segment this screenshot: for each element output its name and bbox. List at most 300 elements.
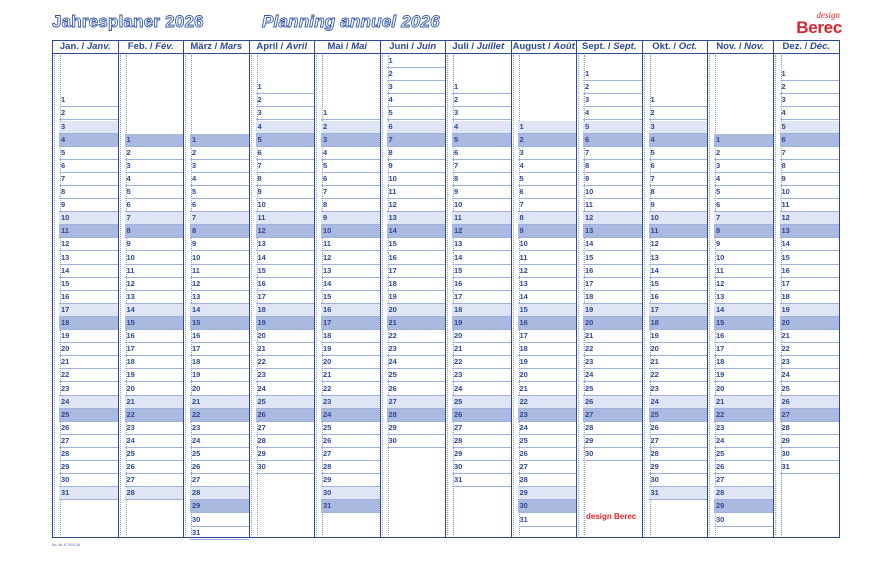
day-cell[interactable] [190,134,249,147]
day-cell[interactable] [59,474,118,487]
day-cell[interactable] [387,199,446,212]
day-cell[interactable] [452,225,511,238]
day-cell[interactable] [452,147,511,160]
day-cell[interactable] [387,343,446,356]
day-cell[interactable] [59,343,118,356]
day-cell[interactable] [256,134,315,147]
day-cell[interactable] [649,474,708,487]
day-cell[interactable] [714,225,773,238]
day-cell[interactable] [583,121,642,134]
day-cell[interactable] [649,252,708,265]
day-cell[interactable] [649,147,708,160]
day-cell[interactable] [780,343,840,356]
day-cell[interactable] [649,330,708,343]
day-cell[interactable] [59,173,118,186]
day-cell[interactable] [256,238,315,251]
day-cell[interactable] [387,68,446,81]
day-cell[interactable] [59,396,118,409]
day-cell[interactable] [59,212,118,225]
day-cell[interactable] [780,330,840,343]
day-cell[interactable] [714,199,773,212]
day-cell[interactable] [387,383,446,396]
day-cell[interactable] [125,265,184,278]
day-cell[interactable] [518,291,577,304]
day-cell[interactable] [583,147,642,160]
day-cell[interactable] [583,291,642,304]
day-cell[interactable] [321,317,380,330]
day-cell[interactable] [387,252,446,265]
day-cell[interactable] [190,396,249,409]
day-cell[interactable] [125,147,184,160]
day-cell[interactable] [780,356,840,369]
day-cell[interactable] [125,474,184,487]
day-cell[interactable] [321,173,380,186]
day-cell[interactable] [59,278,118,291]
day-cell[interactable] [190,212,249,225]
day-cell[interactable] [780,68,840,81]
day-cell[interactable] [714,474,773,487]
day-cell[interactable] [387,173,446,186]
day-cell[interactable] [256,422,315,435]
day-cell[interactable] [321,383,380,396]
day-cell[interactable] [59,435,118,448]
day-cell[interactable] [125,369,184,382]
day-cell[interactable] [452,252,511,265]
day-cell[interactable] [714,160,773,173]
day-cell[interactable] [714,435,773,448]
day-cell[interactable] [780,134,840,147]
day-cell[interactable] [256,173,315,186]
day-cell[interactable] [125,461,184,474]
day-cell[interactable] [714,265,773,278]
day-cell[interactable] [714,383,773,396]
day-cell[interactable] [387,238,446,251]
day-cell[interactable] [190,356,249,369]
day-cell[interactable] [387,147,446,160]
day-cell[interactable] [59,448,118,461]
day-cell[interactable] [780,186,840,199]
day-cell[interactable] [780,422,840,435]
day-cell[interactable] [59,107,118,120]
day-cell[interactable] [256,435,315,448]
day-cell[interactable] [452,474,511,487]
day-cell[interactable] [714,173,773,186]
day-cell[interactable] [321,409,380,422]
day-cell[interactable] [714,356,773,369]
day-cell[interactable] [780,265,840,278]
day-cell[interactable] [387,396,446,409]
day-cell[interactable] [583,304,642,317]
day-cell[interactable] [780,225,840,238]
day-cell[interactable] [583,448,642,461]
day-cell[interactable] [649,121,708,134]
day-cell[interactable] [780,383,840,396]
day-cell[interactable] [452,94,511,107]
day-cell[interactable] [59,317,118,330]
day-cell[interactable] [583,160,642,173]
day-cell[interactable] [59,186,118,199]
day-cell[interactable] [256,369,315,382]
day-cell[interactable] [59,225,118,238]
day-cell[interactable] [190,461,249,474]
day-cell[interactable] [321,147,380,160]
day-cell[interactable] [518,199,577,212]
day-cell[interactable] [518,238,577,251]
day-cell[interactable] [714,514,773,527]
day-cell[interactable] [387,304,446,317]
day-cell[interactable] [387,160,446,173]
day-cell[interactable] [518,121,577,134]
day-cell[interactable] [714,500,773,513]
day-cell[interactable] [649,107,708,120]
day-cell[interactable] [714,461,773,474]
day-cell[interactable] [387,94,446,107]
day-cell[interactable] [649,199,708,212]
day-cell[interactable] [256,461,315,474]
day-cell[interactable] [649,383,708,396]
day-cell[interactable] [387,278,446,291]
day-cell[interactable] [59,304,118,317]
day-cell[interactable] [387,212,446,225]
day-cell[interactable] [190,500,249,513]
day-cell[interactable] [59,409,118,422]
day-cell[interactable] [518,422,577,435]
day-cell[interactable] [321,121,380,134]
day-cell[interactable] [714,343,773,356]
day-cell[interactable] [518,186,577,199]
day-cell[interactable] [190,474,249,487]
day-cell[interactable] [387,107,446,120]
day-cell[interactable] [518,435,577,448]
day-cell[interactable] [583,173,642,186]
day-cell[interactable] [714,330,773,343]
day-cell[interactable] [125,134,184,147]
day-cell[interactable] [518,330,577,343]
day-cell[interactable] [649,134,708,147]
day-cell[interactable] [714,369,773,382]
day-cell[interactable] [714,317,773,330]
day-cell[interactable] [452,435,511,448]
day-cell[interactable] [125,291,184,304]
day-cell[interactable] [321,278,380,291]
day-cell[interactable] [583,81,642,94]
day-cell[interactable] [387,317,446,330]
day-cell[interactable] [321,448,380,461]
day-cell[interactable] [125,238,184,251]
day-cell[interactable] [59,487,118,500]
day-cell[interactable] [387,330,446,343]
day-cell[interactable] [256,225,315,238]
day-cell[interactable] [649,487,708,500]
day-cell[interactable] [649,278,708,291]
day-cell[interactable] [780,173,840,186]
day-cell[interactable] [452,396,511,409]
day-cell[interactable] [518,225,577,238]
day-cell[interactable] [452,238,511,251]
day-cell[interactable] [256,396,315,409]
day-cell[interactable] [387,409,446,422]
day-cell[interactable] [583,225,642,238]
day-cell[interactable] [125,225,184,238]
day-cell[interactable] [321,134,380,147]
day-cell[interactable] [125,330,184,343]
day-cell[interactable] [190,422,249,435]
day-cell[interactable] [321,199,380,212]
day-cell[interactable] [321,225,380,238]
day-cell[interactable] [649,160,708,173]
day-cell[interactable] [256,356,315,369]
day-cell[interactable] [518,474,577,487]
day-cell[interactable] [583,383,642,396]
day-cell[interactable] [321,107,380,120]
day-cell[interactable] [321,343,380,356]
day-cell[interactable] [387,369,446,382]
day-cell[interactable] [583,199,642,212]
day-cell[interactable] [59,199,118,212]
day-cell[interactable] [190,252,249,265]
day-cell[interactable] [714,487,773,500]
day-cell[interactable] [190,147,249,160]
day-cell[interactable] [714,147,773,160]
day-cell[interactable] [321,186,380,199]
day-cell[interactable] [321,422,380,435]
day-cell[interactable] [59,330,118,343]
day-cell[interactable] [649,265,708,278]
day-cell[interactable] [321,304,380,317]
day-cell[interactable] [125,356,184,369]
day-cell[interactable] [321,238,380,251]
day-cell[interactable] [59,461,118,474]
day-cell[interactable] [256,291,315,304]
day-cell[interactable] [321,487,380,500]
day-cell[interactable] [452,160,511,173]
day-cell[interactable] [190,173,249,186]
day-cell[interactable] [387,134,446,147]
day-cell[interactable] [780,304,840,317]
day-cell[interactable] [321,356,380,369]
day-cell[interactable] [780,448,840,461]
day-cell[interactable] [256,121,315,134]
day-cell[interactable] [452,409,511,422]
day-cell[interactable] [256,186,315,199]
day-cell[interactable] [256,383,315,396]
day-cell[interactable] [321,500,380,513]
day-cell[interactable] [125,278,184,291]
day-cell[interactable] [59,383,118,396]
day-cell[interactable] [714,304,773,317]
day-cell[interactable] [452,317,511,330]
day-cell[interactable] [583,238,642,251]
day-cell[interactable] [583,186,642,199]
day-cell[interactable] [780,291,840,304]
day-cell[interactable] [714,278,773,291]
day-cell[interactable] [714,396,773,409]
day-cell[interactable] [452,356,511,369]
day-cell[interactable] [452,383,511,396]
day-cell[interactable] [780,121,840,134]
day-cell[interactable] [190,369,249,382]
day-cell[interactable] [256,278,315,291]
day-cell[interactable] [649,291,708,304]
day-cell[interactable] [59,238,118,251]
day-cell[interactable] [321,252,380,265]
day-cell[interactable] [452,199,511,212]
day-cell[interactable] [452,461,511,474]
day-cell[interactable] [256,199,315,212]
day-cell[interactable] [256,304,315,317]
day-cell[interactable] [321,212,380,225]
day-cell[interactable] [583,330,642,343]
day-cell[interactable] [780,317,840,330]
day-cell[interactable] [714,212,773,225]
day-cell[interactable] [649,225,708,238]
day-cell[interactable] [780,396,840,409]
day-cell[interactable] [125,160,184,173]
day-cell[interactable] [190,265,249,278]
day-cell[interactable] [452,265,511,278]
day-cell[interactable] [190,330,249,343]
day-cell[interactable] [190,435,249,448]
day-cell[interactable] [714,291,773,304]
day-cell[interactable] [518,265,577,278]
day-cell[interactable] [649,238,708,251]
day-cell[interactable] [452,343,511,356]
day-cell[interactable] [780,160,840,173]
day-cell[interactable] [387,422,446,435]
day-cell[interactable] [321,396,380,409]
day-cell[interactable] [321,369,380,382]
day-cell[interactable] [714,448,773,461]
day-cell[interactable] [518,500,577,513]
day-cell[interactable] [321,291,380,304]
day-cell[interactable] [780,199,840,212]
day-cell[interactable] [649,396,708,409]
day-cell[interactable] [190,343,249,356]
day-cell[interactable] [583,94,642,107]
day-cell[interactable] [780,435,840,448]
day-cell[interactable] [452,107,511,120]
day-cell[interactable] [256,330,315,343]
day-cell[interactable] [190,160,249,173]
day-cell[interactable] [583,252,642,265]
day-cell[interactable] [125,199,184,212]
day-cell[interactable] [125,343,184,356]
day-cell[interactable] [321,474,380,487]
day-cell[interactable] [387,121,446,134]
day-cell[interactable] [452,448,511,461]
day-cell[interactable] [125,212,184,225]
day-cell[interactable] [583,422,642,435]
day-cell[interactable] [125,409,184,422]
day-cell[interactable] [780,369,840,382]
day-cell[interactable] [714,252,773,265]
day-cell[interactable] [780,278,840,291]
day-cell[interactable] [714,409,773,422]
day-cell[interactable] [649,304,708,317]
day-cell[interactable] [714,134,773,147]
day-cell[interactable] [452,186,511,199]
day-cell[interactable] [780,81,840,94]
day-cell[interactable] [518,147,577,160]
day-cell[interactable] [190,409,249,422]
day-cell[interactable] [649,212,708,225]
day-cell[interactable] [190,225,249,238]
day-cell[interactable] [780,212,840,225]
day-cell[interactable] [518,383,577,396]
day-cell[interactable] [452,278,511,291]
day-cell[interactable] [583,409,642,422]
day-cell[interactable] [649,94,708,107]
day-cell[interactable] [387,225,446,238]
day-cell[interactable] [190,186,249,199]
day-cell[interactable] [125,383,184,396]
day-cell[interactable] [649,448,708,461]
day-cell[interactable] [125,317,184,330]
day-cell[interactable] [59,369,118,382]
day-cell[interactable] [387,356,446,369]
day-cell[interactable] [256,252,315,265]
day-cell[interactable] [190,487,249,500]
day-cell[interactable] [190,291,249,304]
day-cell[interactable] [714,186,773,199]
day-cell[interactable] [59,160,118,173]
day-cell[interactable] [125,186,184,199]
day-cell[interactable] [780,461,840,474]
day-cell[interactable] [518,514,577,527]
day-cell[interactable] [190,199,249,212]
day-cell[interactable] [780,252,840,265]
day-cell[interactable] [780,238,840,251]
day-cell[interactable] [518,356,577,369]
day-cell[interactable] [583,435,642,448]
day-cell[interactable] [780,409,840,422]
day-cell[interactable] [518,448,577,461]
day-cell[interactable] [518,343,577,356]
day-cell[interactable] [256,81,315,94]
day-cell[interactable] [59,147,118,160]
day-cell[interactable] [256,212,315,225]
day-cell[interactable] [452,304,511,317]
day-cell[interactable] [256,409,315,422]
day-cell[interactable] [649,435,708,448]
day-cell[interactable] [125,396,184,409]
day-cell[interactable] [518,252,577,265]
day-cell[interactable] [649,317,708,330]
day-cell[interactable] [452,173,511,186]
day-cell[interactable] [583,107,642,120]
day-cell[interactable] [125,304,184,317]
day-cell[interactable] [321,160,380,173]
day-cell[interactable] [714,422,773,435]
day-cell[interactable] [452,291,511,304]
day-cell[interactable] [387,55,446,68]
day-cell[interactable] [59,134,118,147]
day-cell[interactable] [190,304,249,317]
day-cell[interactable] [321,461,380,474]
day-cell[interactable] [649,461,708,474]
day-cell[interactable] [518,212,577,225]
day-cell[interactable] [452,422,511,435]
day-cell[interactable] [256,317,315,330]
day-cell[interactable] [256,343,315,356]
day-cell[interactable] [125,448,184,461]
day-cell[interactable] [125,173,184,186]
day-cell[interactable] [321,330,380,343]
day-cell[interactable] [518,317,577,330]
day-cell[interactable] [518,160,577,173]
day-cell[interactable] [583,369,642,382]
day-cell[interactable] [452,369,511,382]
